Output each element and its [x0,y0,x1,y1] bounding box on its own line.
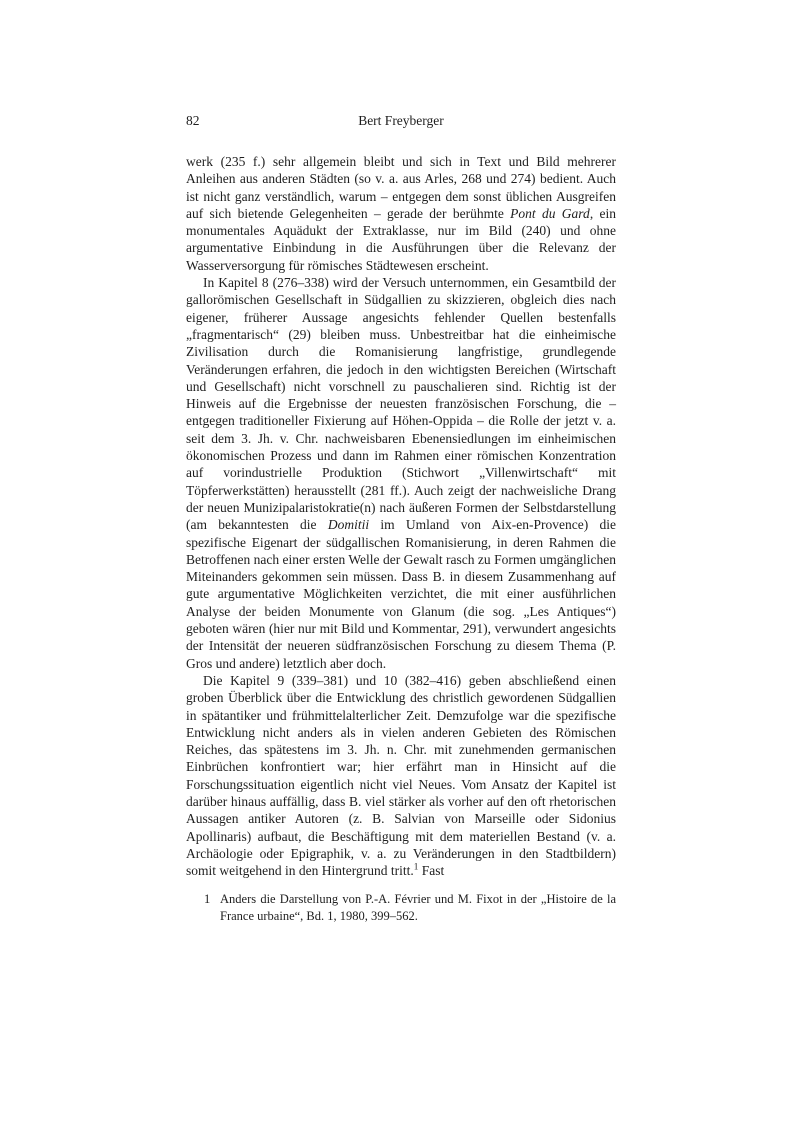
text-run: werk (235 f.) sehr allgemein bleibt und sich in Text und Bild mehrerer Anleihen aus anderen Städten (so v. a. aus Arles, 268 und 274) bedient. Auch ist nicht ganz verständlich, warum – entgegen dem sonst üblichen Ausgreifen auf sich bietende Gelegenheiten – gerade der berühmte [186,154,616,221]
footnote [186,891,616,924]
footnote-reference: 1 [413,861,419,872]
text-run: im Umland von Aix-en-Provence) die spezifische Eigenart der südgallischen Romanisierung, in deren Rahmen die Betroffenen nach einer ersten Welle der Gewalt rasch zu Formen umgänglichen Miteinanders gekommen sein müssen. Dass B. in diesem Zusammenhang auf gute argumentative Möglichkeiten verzichtet, die mit einer ausführlichen Analyse der beiden Monumente von Glanum (die sog. „Les Antiques“) geboten wären (hier nur mit Bild und Kommentar, 291), verwundert angesichts der Intensität der neueren südfranzösischen Forschung zu diesem Thema (P. Gros und andere) letztlich aber doch. [186,517,616,671]
text-block [186,112,616,925]
text-run: Die Kapitel 9 (339–381) und 10 (382–416) geben abschließend einen groben Überblick über die Entwicklung des christlich gewordenen Südgallien in spätantiker und frühmittelalterlicher Zeit. Demzufolge war die spezifische Entwicklung nicht anders als in vielen anderen Gebieten des Römischen Reiches, das spätestens im 3. Jh. n. Chr. mit zunehmenden germanischen Einbrüchen konfrontiert war; hier erfährt man in Hinsicht auf die Forschungssituation eigentlich nicht viel Neues. Vom Ansatz der Kapitel ist darüber hinaus auffällig, dass B. viel stärker als vorher auf den oft rhetorischen Aussagen antiker Autoren (z. B. Salvian von Marseille oder Sidonius Apollinaris) aufbaut, die Beschäftigung mit dem materiellen Bestand (v. a. Archäologie oder Epigraphik, v. a. zu Veränderungen in den Stadtbildern) somit weitgehend in den Hintergrund tritt. [186,672,616,879]
text-run: In Kapitel 8 (276–338) wird der Versuch unternommen, ein Gesamtbild der gallorömischen Gesellschaft in Südgallien zu skizzieren, obgleich dies nach eigener, früherer Aussage angesichts fehlender Quellen bestenfalls „fragmentarisch“ (29) bleiben muss. Unbestreitbar hat die einheimische Zivilisation durch die Romanisierung langfristige, grundlegende Veränderungen erfahren, die jedoch in den wichtigsten Bereichen (Wirtschaft und Gesellschaft) nicht vorschnell zu pauschalieren sind. Richtig ist der Hinweis auf die Ergebnisse der neuesten französischen Forschung, die – entgegen traditioneller Fixierung auf Höhen-Oppida – die Rolle der jetzt v. a. seit dem 3. Jh. v. Chr. nachweisbaren Ebenensiedlungen im einheimischen ökonomischen Prozess und dann im Rahmen einer römischen Konzentration auf vorindustrielle Produktion (Stichwort „Villenwirtschaft“ mit Töpferwerkstätten) herausstellt (281 ff.). Auch zeigt der nachweisliche Drang der neuen Munizipalaristokratie(n) nach äußeren Formen der Selbstdarstellung (am bekanntesten die [186,275,616,533]
page-header [186,112,616,129]
paragraph [186,274,616,672]
running-head: Bert Freyberger [358,113,444,128]
text-run: Pont du Gard [510,205,590,221]
footnote-text: Anders die Darstellung von P.-A. Février und M. Fixot in der „Histoire de la France urbaine“, Bd. 1, 1980, 399–562. [220,892,616,924]
footnote-marker: 1 [204,892,211,907]
text-run: , ein monumentales Aquädukt der Extraklasse, nur im Bild (240) und ohne argumentative Einbindung in die Ausführungen über die Relevanz der Wasserversorgung für römisches Städtewesen erscheint. [186,205,616,273]
body-text [186,153,616,879]
text-run: Fast [418,863,445,879]
paragraph [186,153,616,274]
paragraph [186,672,616,880]
page-number: 82 [186,113,200,128]
text-run: Domitii [327,517,370,533]
